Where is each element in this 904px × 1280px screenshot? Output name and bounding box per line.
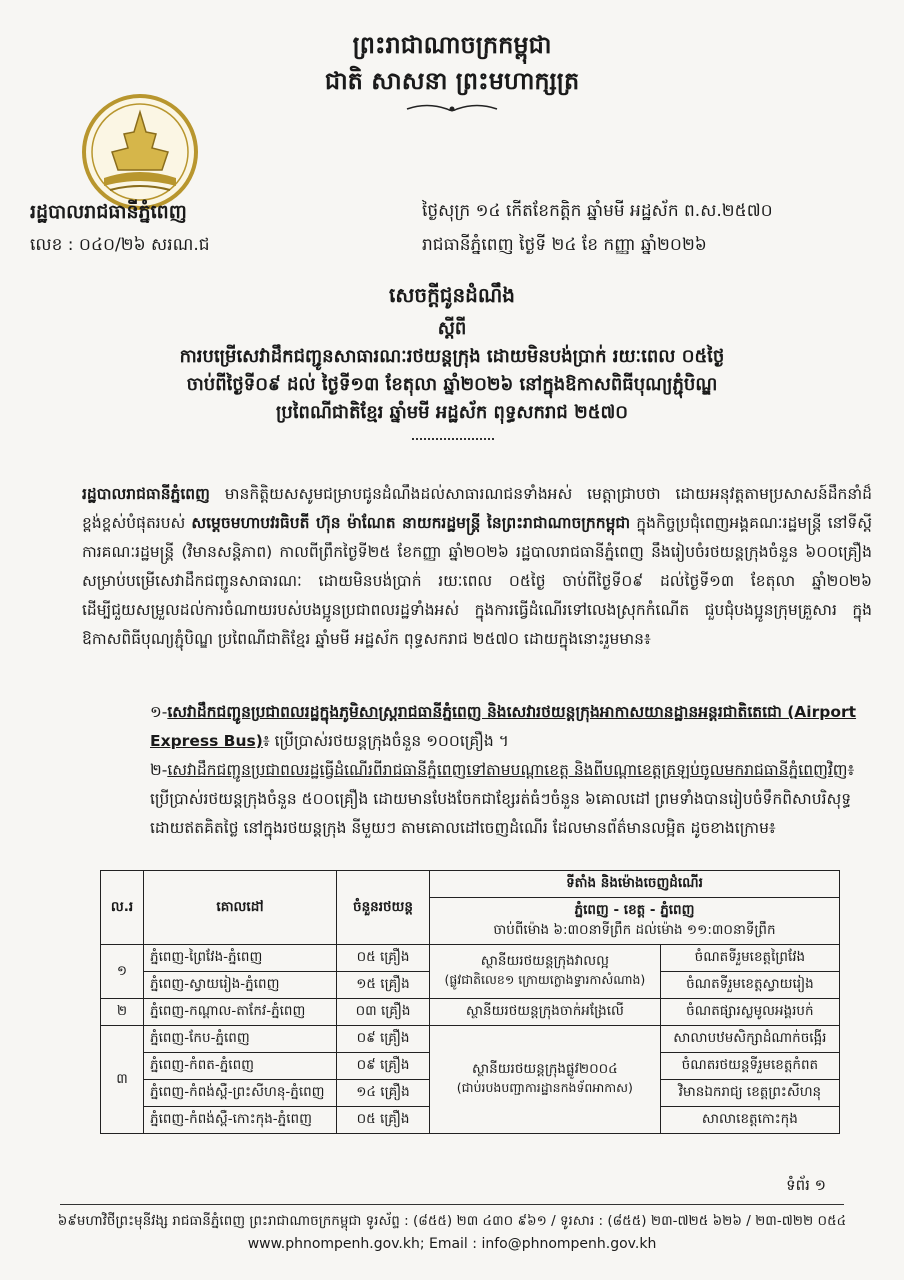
item2-title: សេវាដឹកជញ្ជូនប្រជាពលរដ្ឋធ្វើដំណើរពីរាជធានីភ្នំពេញទៅតាមបណ្តាខេត្ត និងពីបណ្តាខេត្តត្រឡប់ចូលមករាជធានីភ្នំពេញវិញ (167, 761, 848, 779)
notice-subject-line3: ប្រពៃណីជាតិខ្មែរ ឆ្នាំមមី អដ្ឋស័ក ពុទ្ធសករាជ ២៥៧០ (276, 402, 628, 423)
header-sub (430, 898, 840, 945)
agency-name: រដ្ឋបាលរាជធានីភ្នំពេញ (30, 201, 187, 223)
table-row (101, 999, 840, 1026)
item1-number: ១- (150, 703, 168, 721)
para-text-b: ក្នុងកិច្ចប្រជុំពេញអង្គគណៈរដ្ឋមន្ត្រី នៅទីស្តីការគណៈរដ្ឋមន្ត្រី (វិមានសន្តិភាព) កាលពីព្រឹកថ្ងៃទី២៥ ខែកញ្ញា ឆ្នាំ២០២៦ រដ្ឋបាលរាជធានីភ្នំពេញ នឹងរៀបចំរថយន្តក្រុងចំនួន ៦០០គ្រឿង សម្រាប់បម្រើសេវាដឹកជញ្ជូនសាធារណៈ ដោយមិនបង់ប្រាក់ រយៈពេល ០៥ថ្ងៃ ចាប់ពីថ្ងៃទី០៩ ដល់ថ្ងៃទី១៣ ខែតុលា ឆ្នាំ២០២៦ ដើម្បីជួយសម្រួលដល់ការចំណាយរបស់បងប្អូនប្រជាពលរដ្ឋទាំងអស់ ក្នុងការធ្វើដំណើរទៅលេងស្រុកកំណើត ជួបជុំបងប្អូនក្រុមគ្រួសារ ក្នុងឱកាសពិធីបុណ្យភ្ជុំបិណ្ឌ ប្រពៃណីជាតិខ្មែរ ឆ្នាំមមី អដ្ឋស័ក ពុទ្ធសករាជ ២៥៧០ ដោយក្នុងនោះរួមមាន៖ (82, 514, 872, 648)
motto-heading: ជាតិ សាសនា ព្រះមហាក្សត្រ (324, 67, 580, 95)
header-no: ល.រ (101, 871, 144, 945)
row-count: ០៥ គ្រឿង (337, 945, 430, 972)
depart-name: ស្ថានីយរថយន្តក្រុងផ្លូវ២០០៤ (472, 1061, 618, 1077)
header-sub2: ចាប់ពីម៉ោង ៦:៣០នាទីព្រឹក ដល់ម៉ោង ១១:៣០នាទីព្រឹក (493, 922, 776, 938)
header-group: ទីតាំង និងម៉ោងចេញដំណើរ (430, 871, 840, 898)
row-arrive: សាលាខេត្តកោះកុង (660, 1107, 839, 1134)
ornament-divider-icon (402, 102, 502, 116)
row-count: ១៤ គ្រឿង (337, 1080, 430, 1107)
row-count: ០៣ គ្រឿង (337, 999, 430, 1026)
item1-title: សេវាដឹកជញ្ជូនប្រជាពលរដ្ឋក្នុងភូមិសាស្ត្ររាជធានីភ្នំពេញ និងសេវារថយន្តក្រុងអាកាសយានដ្ឋានអន្តរជាតិតេជោ (Airport Express Bus) (150, 703, 857, 750)
row-depart (430, 945, 661, 999)
para-agency: រដ្ឋបាលរាជធានីភ្នំពេញ (82, 485, 210, 503)
row-no: ១ (101, 945, 144, 999)
body-paragraph (82, 480, 872, 654)
table-row (101, 1026, 840, 1053)
para-leader: សម្តេចមហាបវរធិបតី ហ៊ុន ម៉ាណែត នាយករដ្ឋមន្ត្រី នៃព្រះរាជាណាចក្រកម្ពុជា (191, 514, 631, 532)
depart-note: (ផ្លូវជាតិលេខ១ ក្រោយក្លោងទ្វារកាសំណាង) (444, 972, 646, 987)
row-count: ០៩ គ្រឿង (337, 1026, 430, 1053)
row-arrive: ចំណតរថយន្តទីរួមខេត្តកំពត (660, 1053, 839, 1080)
row-route: ភ្នំពេញ-ស្វាយរៀង-ភ្នំពេញ (144, 972, 337, 999)
row-route: ភ្នំពេញ-កំពង់ស្ពឺ-កោះកុង-ភ្នំពេញ (144, 1107, 337, 1134)
footer-contact: www.phnompenh.gov.kh; Email : info@phnompenh.gov.kh (247, 1236, 657, 1252)
row-route: ភ្នំពេញ-ព្រៃវែង-ភ្នំពេញ (144, 945, 337, 972)
notice-title: សេចក្តីជូនដំណឹង (389, 283, 515, 307)
row-count: ១៥ គ្រឿង (337, 972, 430, 999)
city-seal-logo (76, 92, 204, 212)
row-no: ២ (101, 999, 144, 1026)
lunar-date: ថ្ងៃសុក្រ ១៤ កើតខែកត្តិក ឆ្នាំមមី អដ្ឋស័ក ព.ស.២៥៧០ (422, 201, 773, 221)
header-route: គោលដៅ (144, 871, 337, 945)
page-number: ទំព័រ ១ (786, 1176, 826, 1194)
row-arrive: ចំណតទីរួមខេត្តព្រៃវែង (660, 945, 839, 972)
depart-name: ស្ថានីយរថយន្តក្រុងវាលល្អ (480, 953, 610, 969)
solar-date: រាជធានីភ្នំពេញ ថ្ងៃទី ២៤ ខែ កញ្ញា ឆ្នាំ២០២៦ (422, 235, 707, 255)
row-arrive: វិមានឯករាជ្យ ខេត្តព្រះសីហនុ (660, 1080, 839, 1107)
row-no: ៣ (101, 1026, 144, 1134)
depart-note: (ជាប់របងបញ្ជាការដ្ឋានកងទ័ពអាកាស) (456, 1080, 633, 1095)
row-count: ០៩ គ្រឿង (337, 1053, 430, 1080)
row-arrive: ចំណតទីរួមខេត្តស្វាយរៀង (660, 972, 839, 999)
row-count: ០៥ គ្រឿង (337, 1107, 430, 1134)
list-item-2 (150, 756, 872, 843)
row-route: ភ្នំពេញ-កណ្តាល-តាកែវ-ភ្នំពេញ (144, 999, 337, 1026)
footer-address: ៦៩មហាវិថីព្រះមុនីវង្ស រាជធានីភ្នំពេញ ព្រះរាជាណាចក្រកម្ពុជា ទូរស័ព្ទ : (៨៥៥) ២៣ ៤៣០ ៩៦១ / ទូរសារ : (៨៥៥) ២៣-៧២៥ ៦២៦ / ២៣-៧២២ ០៥៤ (57, 1213, 847, 1229)
row-depart: ស្ថានីយរថយន្តក្រុងចាក់អង្រែលើ (430, 999, 661, 1026)
row-arrive: ចំណតផ្សារស្លមូលអង្គរបក់ (660, 999, 839, 1026)
row-route: ភ្នំពេញ-កែប-ភ្នំពេញ (144, 1026, 337, 1053)
notice-subject-label: ស្តីពី (437, 318, 467, 339)
row-depart (430, 1026, 661, 1134)
notice-subject-line1: ការបម្រើសេវាដឹកជញ្ជូនសាធារណៈរថយន្តក្រុង ដោយមិនបង់ប្រាក់ រយៈពេល ០៥ថ្ងៃ (179, 346, 725, 367)
item2-number: ២- (150, 761, 168, 779)
row-route: ភ្នំពេញ-កំពត-ភ្នំពេញ (144, 1053, 337, 1080)
row-route: ភ្នំពេញ-កំពង់ស្ពឺ-ព្រះសីហនុ-ភ្នំពេញ (144, 1080, 337, 1107)
row-arrive: សាលាបឋមសិក្សាដំណាក់ចង្អើរ (660, 1026, 839, 1053)
reference-number: លេខ : ០៤០/២៦ សរណ.ជ (30, 235, 210, 255)
list-item-1 (150, 698, 872, 756)
footer-divider (60, 1204, 844, 1205)
item1-text: ៖ ប្រើប្រាស់រថយន្តក្រុងចំនួន ១០០គ្រឿង ។ (262, 732, 509, 750)
schedule-table (100, 870, 840, 1134)
para-text-a: មានកិត្តិយសសូមជម្រាបជូនដំណឹងដល់សាធារណជនទាំងអស់ មេត្តាជ្រាបថា ដោយអនុវត្តតាមប្រសាសន៍ដឹកនាំដ៏ខ្ពង់ខ្ពស់បំផុតរបស់ (82, 485, 872, 532)
item2-text: ៖ ប្រើប្រាស់រថយន្តក្រុងចំនួន ៥០០គ្រឿង ដោយមានបែងចែកជាខ្សែរត់ធំៗចំនួន ៦គោលដៅ ព្រមទាំងបានរៀបចំទឹកពិសាបរិសុទ្ធដោយឥតគិតថ្លៃ នៅក្នុងរថយន្តក្រុង នីមួយៗ តាមគោលដៅចេញដំណើរ ដែលមានព័ត៌មានលម្អិត ដូចខាងក្រោម៖ (150, 761, 855, 837)
notice-subject-line2: ចាប់ពីថ្ងៃទី០៩ ដល់ ថ្ងៃទី១៣ ខែតុលា ឆ្នាំ២០២៦ នៅក្នុងឱកាសពិធីបុណ្យភ្ជុំបិណ្ឌ (186, 374, 718, 395)
kingdom-heading: ព្រះរាជាណាចក្រកម្ពុជា (352, 31, 552, 59)
title-divider (412, 438, 494, 440)
header-count: ចំនួនរថយន្ត (337, 871, 430, 945)
header-sub1: ភ្នំពេញ - ខេត្ត - ភ្នំពេញ (574, 902, 695, 918)
table-row (101, 945, 840, 972)
